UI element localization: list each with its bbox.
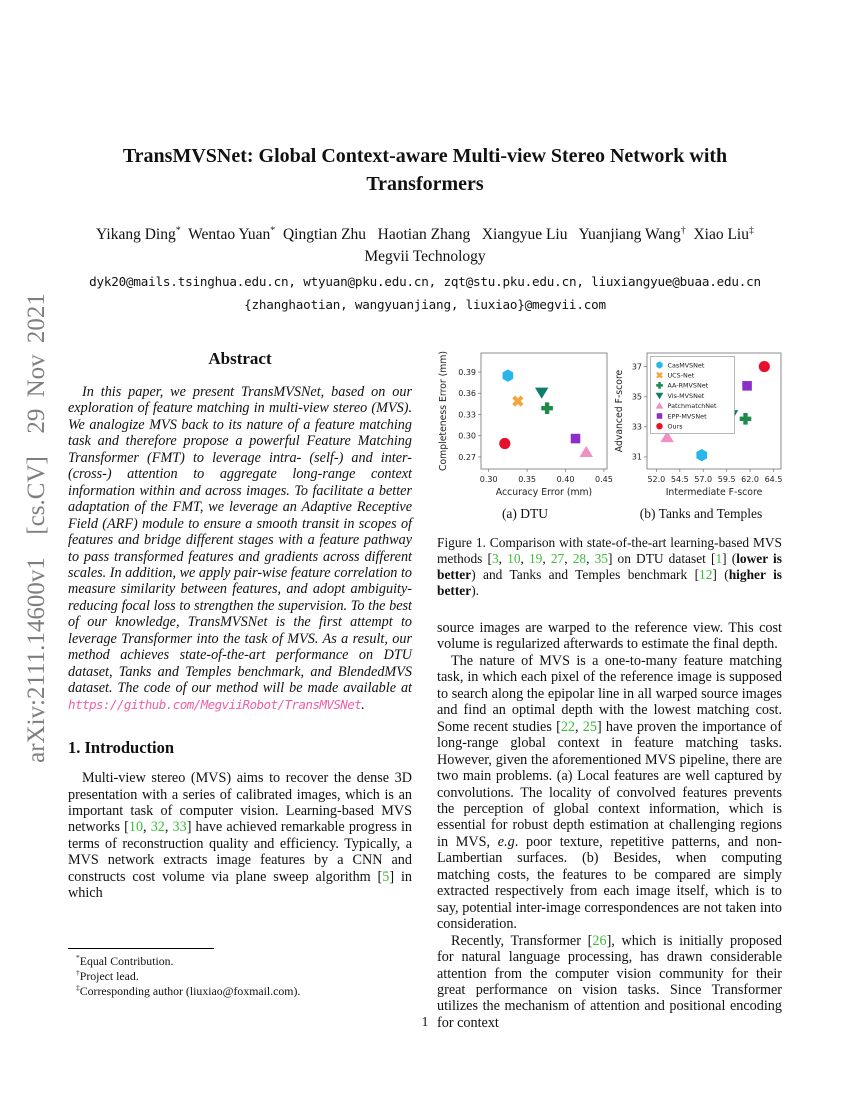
- legend-label-UCS-Net: UCS-Net: [667, 371, 695, 380]
- Ours-marker: [759, 361, 770, 372]
- right-column: [437, 347, 782, 1031]
- citation-link[interactable]: 28: [572, 551, 587, 566]
- citation-link[interactable]: 22: [560, 718, 575, 735]
- text-segment: *: [175, 224, 181, 236]
- text-segment: In this paper, we present TransMVSNet, based on our exploration of feature matching in multi-view stereo (MVS). We analogize MVS back to its nature of a feature matching task and therefore propose a powerful Feature Matching Transformer (FMT) to leverage intra- (self-) and inter- (cross-) attention to aggregate long-range context information within and across images. To facilitate a better adaptation of the FMT, we leverage an Adaptive Receptive Field (ARF) module to ensure a smooth transit in scopes of features and bridge different stages with a feature pathway to pass transformed features and gradients across different scales. In addition, we apply pair-wise feature correlation to measure similarity between features, and adopt ambiguity-reducing focal loss to strengthen the supervision. To the best of our knowledge, TransMVSNet is the first attempt to leverage Transformer into the task of MVS. As a result, our method achieves state-of-the-art performance on DTU dataset, Tanks and Temples benchmark, and BlendedMVS dataset. The code of our method will be made available at: [68, 384, 412, 697]
- citation-link[interactable]: 10: [128, 819, 144, 836]
- paper-header: [0, 142, 850, 312]
- text-segment: ] in which: [68, 868, 413, 902]
- svg-text:0.45: 0.45: [595, 475, 613, 484]
- legend-label-AA-RMVSNet: AA-RMVSNet: [667, 381, 709, 390]
- legend-marker-Ours: [656, 423, 662, 429]
- PatchmatchNet-marker: [580, 446, 593, 457]
- text-segment: ] (: [722, 551, 737, 566]
- left-column: [68, 347, 412, 999]
- citation-link[interactable]: 32: [150, 819, 165, 836]
- text-segment: The nature of MVS is a one-to-many feature matching task, in which each pixel of the reference image is supposed to search along the epipolar line in all warped source images and find an optimal depth with the lowest matching cost. Some recent studies [: [437, 652, 782, 735]
- text-segment: *: [270, 224, 276, 236]
- page-number: 1: [421, 1014, 429, 1029]
- dtu-plot-wrap: [437, 347, 613, 522]
- text-segment: ‡: [748, 224, 754, 236]
- CasMVSNet-marker: [696, 449, 707, 461]
- text-segment: .: [361, 696, 365, 713]
- footnote-equal-contribution: [68, 954, 412, 969]
- svg-text:62.0: 62.0: [741, 475, 759, 484]
- legend-label-CasMVSNet: CasMVSNet: [667, 361, 705, 370]
- Ours-marker: [499, 438, 510, 449]
- svg-text:0.33: 0.33: [458, 410, 476, 420]
- svg-text:0.36: 0.36: [458, 389, 476, 399]
- footnote-rule: [68, 948, 214, 949]
- text-segment: Qingtian Zhu Haotian Zhang Xiangyue Liu Yuanjiang Wang: [275, 226, 681, 243]
- svg-text:0.39: 0.39: [458, 367, 476, 377]
- legend-label-EPP-MVSNet: EPP-MVSNet: [667, 412, 707, 421]
- svg-text:0.27: 0.27: [458, 452, 476, 462]
- text-segment: Multi-view stereo (MVS) aims to recover the dense 3D presentation with a series of calibrated images, which is an important task of computer vision. Learning-based MVS networks [: [68, 770, 412, 836]
- text-segment: ) and Tanks and Temples benchmark [: [471, 567, 700, 582]
- EPP-MVSNet-marker: [571, 434, 581, 444]
- text-segment: Recently, Transformer [: [451, 932, 593, 949]
- legend-label-Vis-MVSNet: Vis-MVSNet: [667, 391, 705, 400]
- svg-text:35: 35: [631, 392, 642, 402]
- svg-text:0.30: 0.30: [479, 475, 498, 484]
- text-segment: ,: [498, 551, 508, 566]
- text-segment: †: [680, 224, 686, 236]
- footnote-corresponding-author: [68, 984, 412, 999]
- svg-text:33: 33: [631, 422, 642, 432]
- svg-text:37: 37: [631, 362, 642, 372]
- figure-1-caption: [437, 535, 782, 599]
- svg-text:Completeness Error (mm): Completeness Error (mm): [438, 350, 449, 472]
- text-segment: ] on DTU dataset [: [607, 551, 716, 566]
- text-segment: ,: [164, 819, 173, 836]
- tanks-temples-plot-wrap: [613, 347, 789, 522]
- abstract-heading: Abstract: [208, 349, 272, 368]
- legend-label-PatchmatchNet: PatchmatchNet: [667, 402, 717, 411]
- text-segment: ,: [575, 718, 583, 735]
- CasMVSNet-marker: [503, 369, 514, 381]
- text-segment: ,: [520, 551, 529, 566]
- svg-text:57.0: 57.0: [694, 475, 713, 484]
- svg-text:0.35: 0.35: [518, 475, 537, 484]
- paper-code-link[interactable]: https://github.com/MegviiRobot/TransMVSNet: [68, 696, 362, 712]
- authors-line: [0, 226, 850, 244]
- AA-RMVSNet-marker: [541, 402, 553, 414]
- citation-link[interactable]: 25: [582, 718, 597, 735]
- citation-link[interactable]: 35: [594, 551, 608, 566]
- text-segment: ] have achieved remarkable progress in terms of reconstruction quality and efficiency. Typically, a MVS network extracts image features by a CNN and constructs cost volume via plane sweep algorithm [: [68, 819, 413, 885]
- text-segment: Project lead.: [79, 969, 139, 983]
- citation-link[interactable]: 10: [507, 551, 521, 566]
- svg-text:52.0: 52.0: [647, 475, 666, 484]
- text-segment: ,: [143, 819, 151, 836]
- body-paragraph-1: [437, 620, 782, 653]
- citation-link[interactable]: 3: [491, 551, 499, 566]
- legend-label-Ours: Ours: [667, 422, 683, 431]
- citation-link[interactable]: 27: [550, 551, 565, 566]
- text-segment: ] have proven the importance of long-range global context in feature matching tasks. However, given the aforementioned MVS pipeline, there are two main problems. (a) Local features are well captured by convolutions. The locality of convolved features prevents the perception of global context information, which is essential for robust depth estimation at challenging regions in MVS,: [437, 718, 783, 850]
- text-segment: lower is better: [437, 551, 782, 582]
- text-segment: e.g: [497, 833, 515, 850]
- text-segment: Equal Contribution.: [79, 954, 174, 968]
- email-line-1: dyk20@mails.tsinghua.edu.cn, wtyuan@pku.edu.cn, zqt@stu.pku.edu.cn, liuxiangyue@buaa.edu.cn: [89, 274, 761, 289]
- text-segment: *: [76, 953, 80, 963]
- legend-marker-EPP-MVSNet: [657, 413, 663, 419]
- text-segment: ] (: [712, 567, 729, 582]
- subcaption-b: (b) Tanks and Temples: [639, 506, 763, 521]
- citation-link[interactable]: 5: [382, 868, 390, 885]
- svg-text:Intermediate F-score: Intermediate F-score: [665, 487, 763, 498]
- subcaption-a: (a) DTU: [501, 506, 549, 521]
- affiliation: Megvii Technology: [364, 248, 486, 265]
- tanks-temples-scatter-plot: [613, 347, 789, 505]
- email-line-2: {zhanghaotian, wangyuanjiang, liuxiao}@megvii.com: [244, 297, 606, 312]
- svg-text:54.5: 54.5: [670, 475, 689, 484]
- citation-link[interactable]: 12: [699, 567, 713, 582]
- introduction-paragraph: [68, 770, 412, 902]
- EPP-MVSNet-marker: [742, 381, 752, 391]
- text-segment: source images are warped to the reference view. This cost volume is regularized afterwards to estimate the final depth.: [437, 620, 782, 653]
- figure-1: [437, 347, 782, 599]
- svg-text:0.40: 0.40: [556, 475, 575, 484]
- svg-text:0.30: 0.30: [458, 431, 476, 441]
- text-segment: Yikang Ding: [96, 226, 176, 243]
- Vis-MVSNet-marker: [535, 388, 548, 399]
- paper-title: TransMVSNet: Global Context-aware Multi-view Stereo Network with Transformers: [122, 145, 728, 195]
- text-segment: †: [76, 968, 80, 978]
- citation-link[interactable]: 19: [528, 551, 543, 566]
- text-segment: Corresponding author (liuxiao@foxmail.com).: [79, 984, 301, 998]
- text-segment: ,: [542, 551, 551, 566]
- dtu-scatter-plot: [437, 347, 613, 505]
- abstract-text: [68, 384, 412, 713]
- footnote-project-lead: [68, 969, 412, 984]
- svg-text:64.5: 64.5: [764, 475, 783, 484]
- UCS-Net-marker: [514, 397, 522, 405]
- figure-1-plots: [437, 347, 782, 522]
- svg-text:Advanced F-score: Advanced F-score: [614, 369, 625, 453]
- arxiv-watermark: arXiv:2111.14600v1 [cs.CV] 29 Nov 2021: [23, 293, 50, 763]
- citation-link[interactable]: 33: [172, 819, 187, 836]
- svg-text:31: 31: [631, 452, 642, 462]
- section-heading-introduction: 1. Introduction: [68, 738, 175, 758]
- text-segment: Wentao Yuan: [180, 226, 271, 243]
- text-segment: ).: [471, 583, 480, 598]
- body-paragraph-2: [437, 653, 782, 933]
- text-segment: . poor texture, repetitive patterns, and non-Lambertian surfaces. (b) Besides, when computing matching costs, the features to be compared are simply extracted respectively from each image itself, which is to say, potential inter-image correspondences are not taken into consideration.: [437, 833, 782, 933]
- two-column-body: [68, 347, 782, 1031]
- text-segment: ‡: [76, 983, 80, 993]
- text-segment: ,: [586, 551, 595, 566]
- citation-link[interactable]: 26: [592, 932, 607, 949]
- text-segment: ,: [564, 551, 573, 566]
- AA-RMVSNet-marker: [740, 413, 752, 425]
- svg-text:Accuracy Error (mm): Accuracy Error (mm): [495, 487, 593, 498]
- text-segment: higher is better: [437, 567, 782, 598]
- text-segment: ], which is initially proposed for natural language processing, has drawn considerable attention from the computer vision community for their great performance on vision tasks. Since Transformer utilizes the mechanism of attention and positional encoding for context: [437, 932, 783, 1031]
- footnotes: [68, 948, 412, 999]
- text-segment: Figure 1. Comparison with state-of-the-art learning-based MVS methods [: [437, 535, 782, 566]
- text-segment: Xiao Liu: [685, 226, 749, 243]
- citation-link[interactable]: 1: [715, 551, 723, 566]
- svg-text:59.5: 59.5: [717, 475, 736, 484]
